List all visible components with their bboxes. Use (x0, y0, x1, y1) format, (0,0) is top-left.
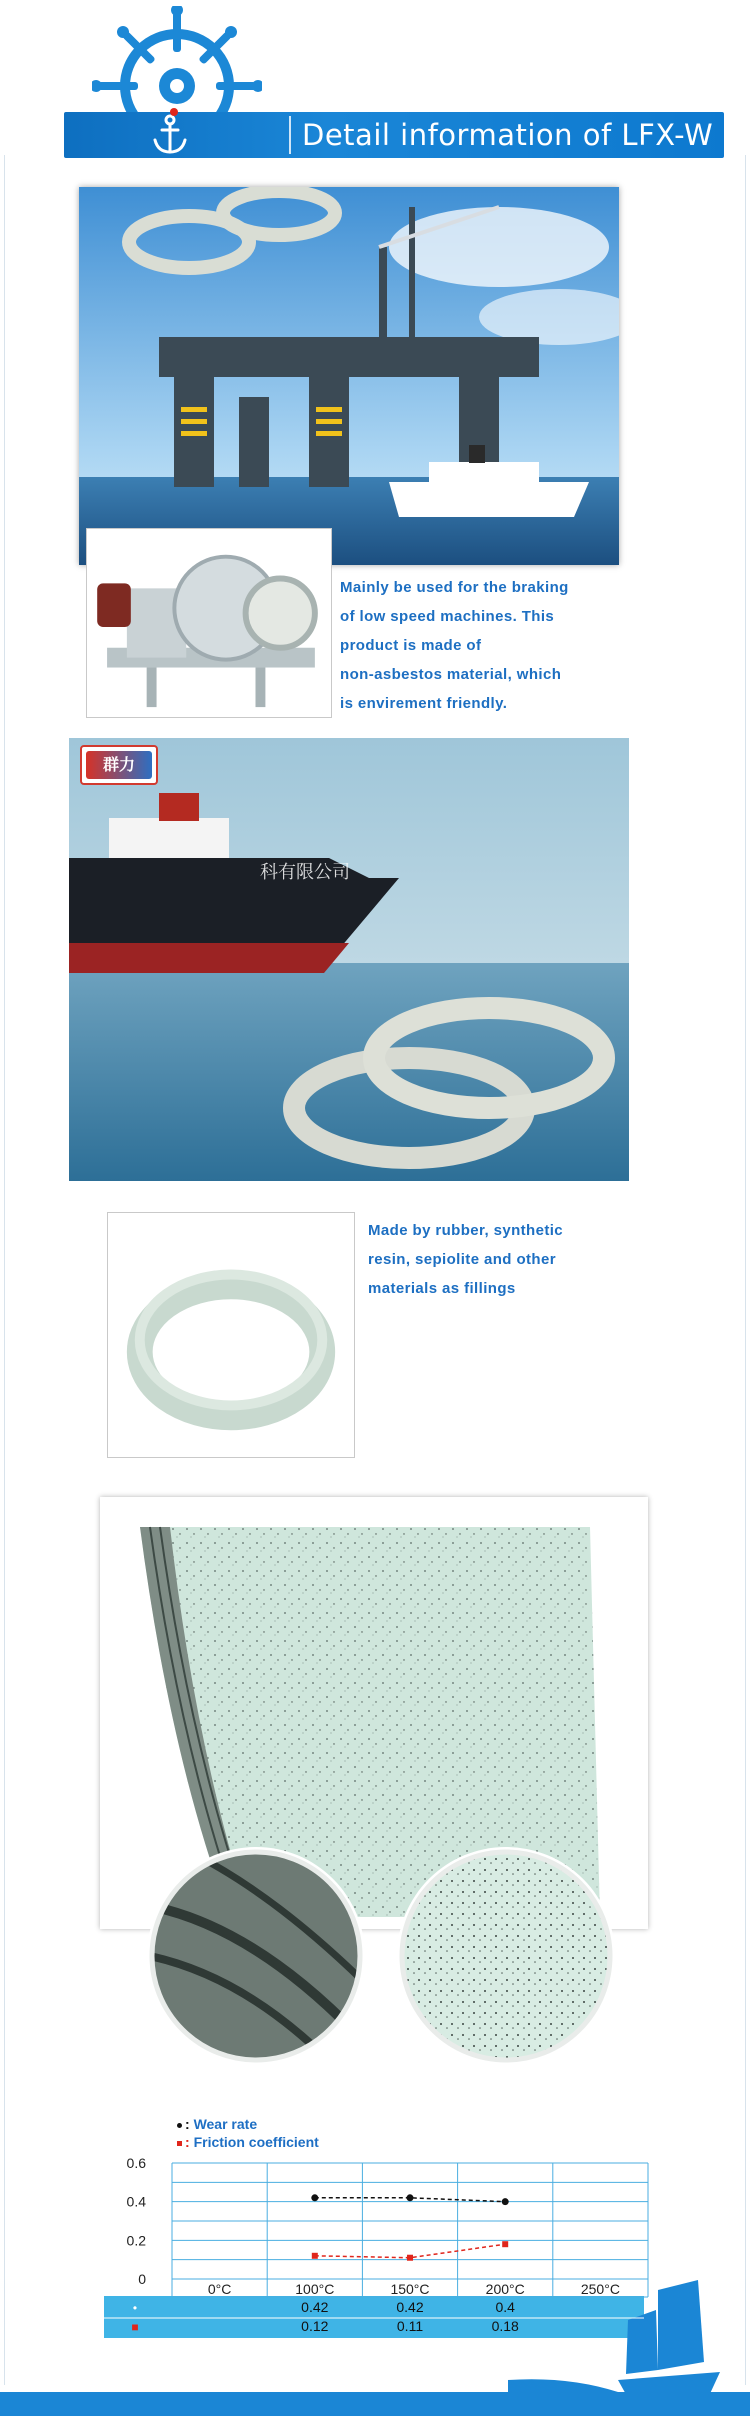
table-row-marker: ■ (131, 2320, 139, 2334)
y-tick-label: 0.2 (126, 2232, 146, 2249)
table-row-marker: • (132, 2301, 138, 2315)
description-line: of low speed machines. This (340, 608, 555, 625)
description-line: non-asbestos material, which (340, 666, 562, 683)
data-point (407, 2194, 414, 2201)
x-tick-label: 250°C (580, 2281, 620, 2297)
table-cell-value: 0.12 (301, 2318, 329, 2334)
legend-item-friction: : Friction coefficient (177, 2133, 319, 2151)
table-cell-value: 0.11 (396, 2318, 424, 2334)
legend-label: Wear rate (193, 2116, 258, 2132)
table-cell-value: 0.4 (495, 2299, 515, 2315)
x-tick-label: 100°C (295, 2281, 335, 2297)
description-line: materials as fillings (368, 1280, 516, 1297)
x-tick-label: 150°C (390, 2281, 430, 2297)
data-point (311, 2194, 318, 2201)
description-line: is envirement friendly. (340, 695, 508, 712)
data-point (407, 2255, 413, 2261)
y-tick-label: 0.4 (126, 2193, 146, 2210)
legend-label: Friction coefficient (193, 2134, 319, 2150)
y-tick-label: 0.6 (126, 2155, 146, 2171)
x-tick-label: 0°C (207, 2281, 232, 2297)
table-cell-value: 0.42 (301, 2299, 329, 2315)
table-cell-value: 0.18 (491, 2318, 519, 2334)
data-point (502, 2198, 509, 2205)
brand-logo-text: 群力 (86, 751, 152, 779)
page-title: Detail information of LFX-W (302, 118, 714, 152)
description-line: resin, sepiolite and other (368, 1251, 556, 1268)
x-tick-label: 200°C (485, 2281, 525, 2297)
legend-item-wear-rate: : Wear rate (177, 2115, 319, 2133)
watermark-text: 科有限公司 (260, 862, 350, 883)
data-point (502, 2241, 508, 2247)
description-line: product is made of (340, 637, 482, 654)
table-cell-value: 0.42 (396, 2299, 424, 2315)
description-line: Mainly be used for the braking (340, 579, 569, 596)
data-point (312, 2253, 318, 2259)
description-line: Made by rubber, synthetic (368, 1222, 564, 1239)
y-tick-label: 0 (138, 2271, 146, 2287)
